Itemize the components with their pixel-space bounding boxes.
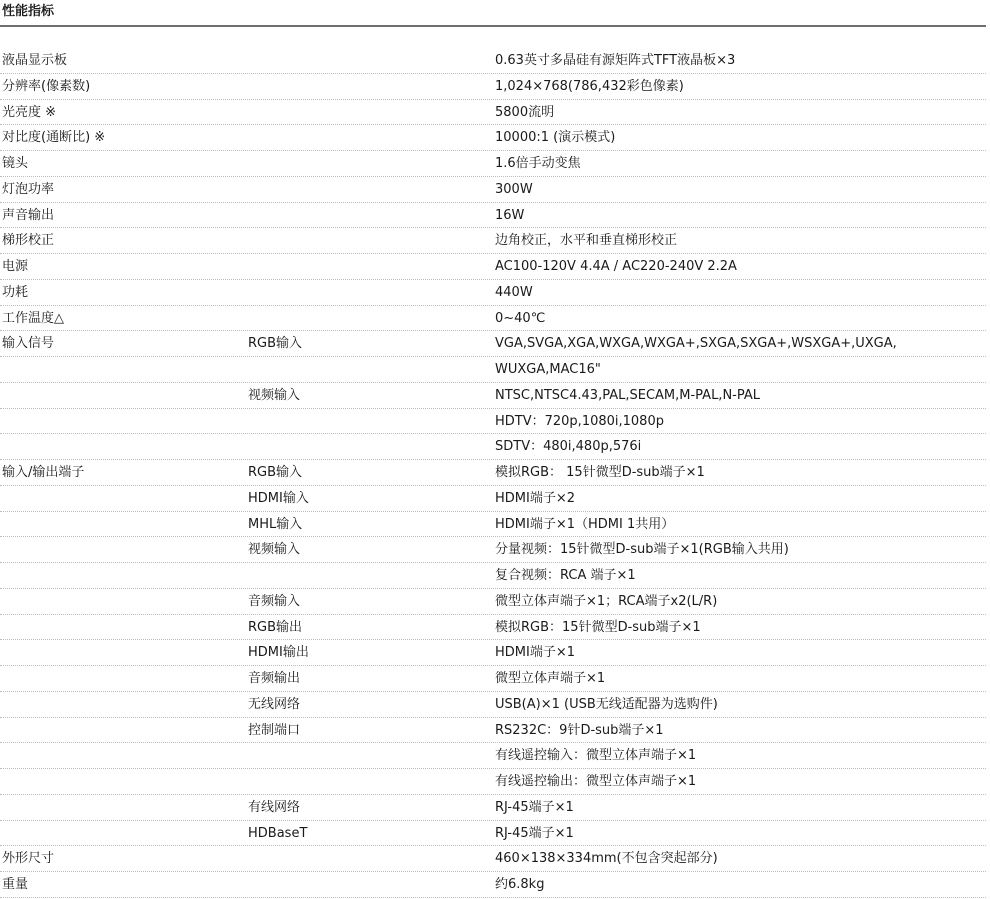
spec-value: RJ-45端子×1 [495,799,574,815]
spec-sublabel: 有线网络 [248,799,301,815]
spec-row [0,615,986,641]
spec-value: 1.6倍手动变焦 [495,156,581,171]
spec-row [0,486,986,512]
spec-sublabel: 音频输入 [248,593,301,609]
spec-label: 工作温度△ [2,310,64,326]
spec-row [0,872,986,898]
spec-row [0,228,986,254]
spec-value: 0.63英寸多晶硅有源矩阵式TFT液晶板×3 [495,53,736,68]
spec-value: USB(A)×1 (USB无线适配器为选购件) [495,696,718,712]
spec-label: 功耗 [2,284,29,300]
spec-value: 约6.8kg [495,877,545,892]
spec-row [0,203,986,229]
spec-row [0,409,986,435]
spec-row [0,743,986,769]
spec-value: HDMI端子×2 [495,490,575,506]
spec-row [0,846,986,872]
spec-sublabel: HDMI输出 [248,645,309,661]
spec-sublabel: HDBaseT [248,825,308,841]
spec-row [0,563,986,589]
spec-row [0,280,986,306]
spec-value: 有线遥控输入：微型立体声端子×1 [495,748,697,764]
spec-row [0,177,986,203]
spec-sublabel: 音频输出 [248,671,301,686]
spec-label: 外形尺寸 [2,851,55,867]
spec-sublabel: HDMI输入 [248,490,309,506]
spec-row [0,100,986,126]
spec-value: 1,024×768(786,432彩色像素) [495,78,684,94]
spec-row [0,151,986,177]
spec-row [0,537,986,563]
spec-row [0,640,986,666]
spec-value: 微型立体声端子×1 [495,671,606,686]
spec-value: AC100-120V 4.4A / AC220-240V 2.2A [495,259,737,274]
spec-row [0,125,986,151]
spec-value: 复合视频：RCA 端子×1 [495,568,636,583]
spec-value: HDMI端子×1 [495,645,575,661]
spec-table [0,48,986,898]
spec-value: 模拟RGB： 15针微型D-sub端子×1 [495,465,705,480]
spec-sublabel: 视频输入 [248,542,301,558]
spec-value: 边角校正，水平和垂直梯形校正 [495,233,678,249]
spec-row [0,331,986,357]
spec-label: 灯泡功率 [2,181,55,197]
spec-value: 460×138×334mm(不包含突起部分) [495,851,718,867]
section-header [0,0,986,27]
spec-row [0,74,986,100]
spec-row [0,795,986,821]
section-title: 性能指标 [2,4,55,19]
spec-row [0,383,986,409]
spec-row [0,306,986,332]
spec-row [0,434,986,460]
spec-sublabel: 视频输入 [248,387,301,403]
spec-row [0,589,986,615]
spec-row [0,254,986,280]
spec-value: 10000:1 (演示模式) [495,130,616,146]
spec-label: 液晶显示板 [2,53,68,68]
spec-value: 16W [495,207,525,223]
spec-row [0,821,986,847]
spec-row [0,692,986,718]
spec-sublabel: MHL输入 [248,516,303,532]
spec-row [0,718,986,744]
spec-row [0,48,986,74]
spec-value: 300W [495,181,533,197]
spec-value: 440W [495,284,533,300]
spec-value: SDTV：480i,480p,576i [495,439,642,455]
spec-value: WUXGA,MAC16" [495,362,601,377]
spec-sublabel: RGB输出 [248,619,303,635]
spec-label: 光亮度 ※ [2,104,57,120]
spec-value: 5800流明 [495,104,555,120]
spec-value: 模拟RGB：15针微型D-sub端子×1 [495,619,701,635]
spec-sublabel: 控制端口 [248,722,301,738]
spec-value: NTSC,NTSC4.43,PAL,SECAM,M-PAL,N-PAL [495,387,761,403]
spec-sublabel: RGB输入 [248,465,303,480]
spec-label: 输入信号 [2,336,55,352]
spec-label: 声音输出 [2,207,55,223]
spec-value: 微型立体声端子×1；RCA端子x2(L/R) [495,593,718,609]
spec-value: 有线遥控输出：微型立体声端子×1 [495,774,697,789]
spec-row [0,357,986,383]
spec-row [0,512,986,538]
spec-value: 0~40℃ [495,310,546,326]
spec-label: 梯形校正 [2,233,55,249]
spec-label: 输入/输出端子 [2,465,85,480]
spec-row [0,769,986,795]
spec-value: 分量视频：15针微型D-sub端子×1(RGB输入共用) [495,542,789,558]
spec-label: 电源 [2,259,29,274]
spec-value: RS232C：9针D-sub端子×1 [495,722,664,738]
spec-label: 重量 [2,877,29,892]
spec-label: 分辨率(像素数) [2,78,91,94]
spec-value: RJ-45端子×1 [495,825,574,841]
spec-label: 对比度(通断比) ※ [2,130,106,146]
spec-sublabel: RGB输入 [248,336,303,352]
spec-sublabel: 无线网络 [248,696,301,712]
spec-label: 镜头 [2,156,29,171]
spec-row [0,460,986,486]
spec-value: VGA,SVGA,XGA,WXGA,WXGA+,SXGA,SXGA+,WSXGA+,UXGA, [495,336,897,352]
spec-value: HDMI端子×1（HDMI 1共用） [495,516,675,532]
spec-row [0,666,986,692]
spec-value: HDTV：720p,1080i,1080p [495,413,664,429]
